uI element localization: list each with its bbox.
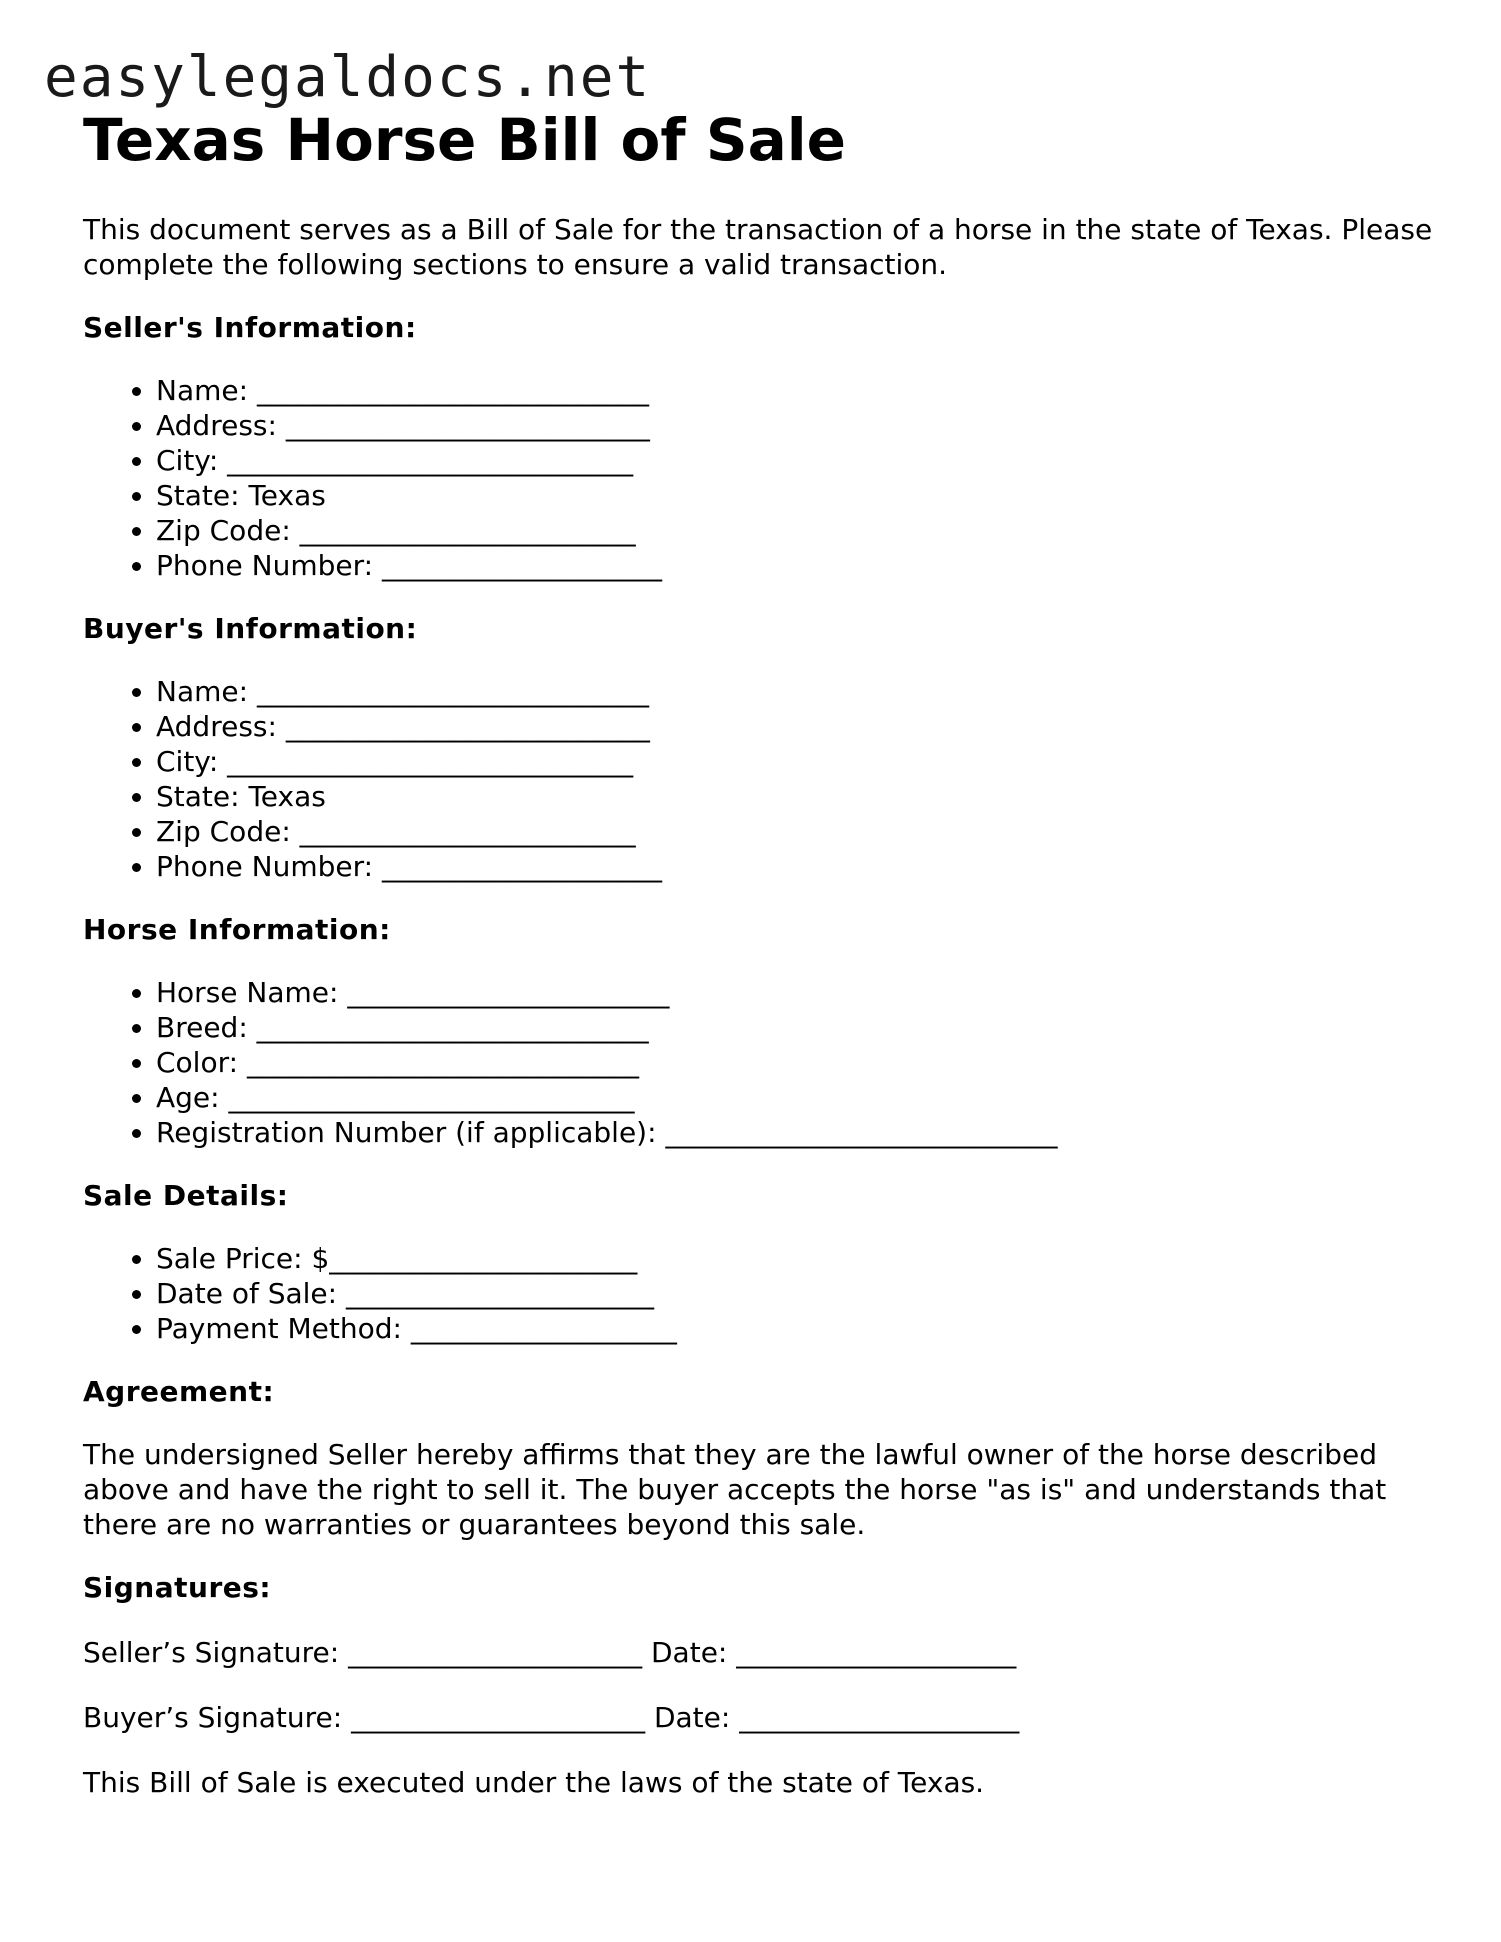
signatures-heading: Signatures: [83, 1571, 272, 1604]
horse-list [83, 975, 1463, 1150]
sale-date-field: • Date of Sale: ______________________ [156, 1276, 1463, 1311]
horse-heading: Horse Information: [83, 913, 391, 946]
seller-address-field: • Address: __________________________ [156, 408, 1463, 443]
seller-list [83, 373, 1463, 583]
document-title: Texas Horse Bill of Sale [83, 106, 846, 174]
seller-zip-field: • Zip Code: ________________________ [156, 513, 1463, 548]
buyer-state-field: • State: Texas [156, 779, 1463, 814]
buyer-list [83, 674, 1463, 884]
seller-phone-field: • Phone Number: ____________________ [156, 548, 1463, 583]
sale-heading: Sale Details: [83, 1179, 289, 1212]
payment-method-field: • Payment Method: ___________________ [156, 1311, 1463, 1346]
horse-name-field: • Horse Name: _______________________ [156, 975, 1463, 1010]
buyer-signature-line: Buyer’s Signature: _____________________ Date: ____________________ [83, 1701, 1020, 1734]
seller-city-field: • City: _____________________________ [156, 443, 1463, 478]
buyer-phone-field: • Phone Number: ____________________ [156, 849, 1463, 884]
buyer-city-field: • City: _____________________________ [156, 744, 1463, 779]
site-watermark: easylegaldocs.net [44, 45, 652, 110]
horse-registration-field: • Registration Number (if applicable): ____________________________ [156, 1115, 1463, 1150]
document-body [83, 104, 1463, 1800]
seller-heading: Seller's Information: [83, 311, 417, 344]
seller-state-field: • State: Texas [156, 478, 1463, 513]
buyer-name-field: • Name: ____________________________ [156, 674, 1463, 709]
sale-list [83, 1241, 1463, 1346]
intro-paragraph: This document serves as a Bill of Sale for the transaction of a horse in the state of Texas. Please complete the following sections to ensure a valid transaction. [83, 213, 1433, 281]
buyer-address-field: • Address: __________________________ [156, 709, 1463, 744]
horse-breed-field: • Breed: ____________________________ [156, 1010, 1463, 1045]
buyer-zip-field: • Zip Code: ________________________ [156, 814, 1463, 849]
sale-price-field: • Sale Price: $______________________ [156, 1241, 1463, 1276]
horse-age-field: • Age: _____________________________ [156, 1080, 1463, 1115]
agreement-text: The undersigned Seller hereby affirms that they are the lawful owner of the horse described above and have the right to sell it. The buyer accepts the horse "as is" and understands that there are no warranties or guarantees beyond this sale. [83, 1438, 1387, 1541]
closing-statement: This Bill of Sale is executed under the laws of the state of Texas. [83, 1766, 985, 1799]
buyer-heading: Buyer's Information: [83, 612, 418, 645]
seller-signature-line: Seller’s Signature: _____________________ Date: ____________________ [83, 1636, 1017, 1669]
seller-name-field: • Name: ____________________________ [156, 373, 1463, 408]
agreement-heading: Agreement: [83, 1375, 275, 1408]
horse-color-field: • Color: ____________________________ [156, 1045, 1463, 1080]
